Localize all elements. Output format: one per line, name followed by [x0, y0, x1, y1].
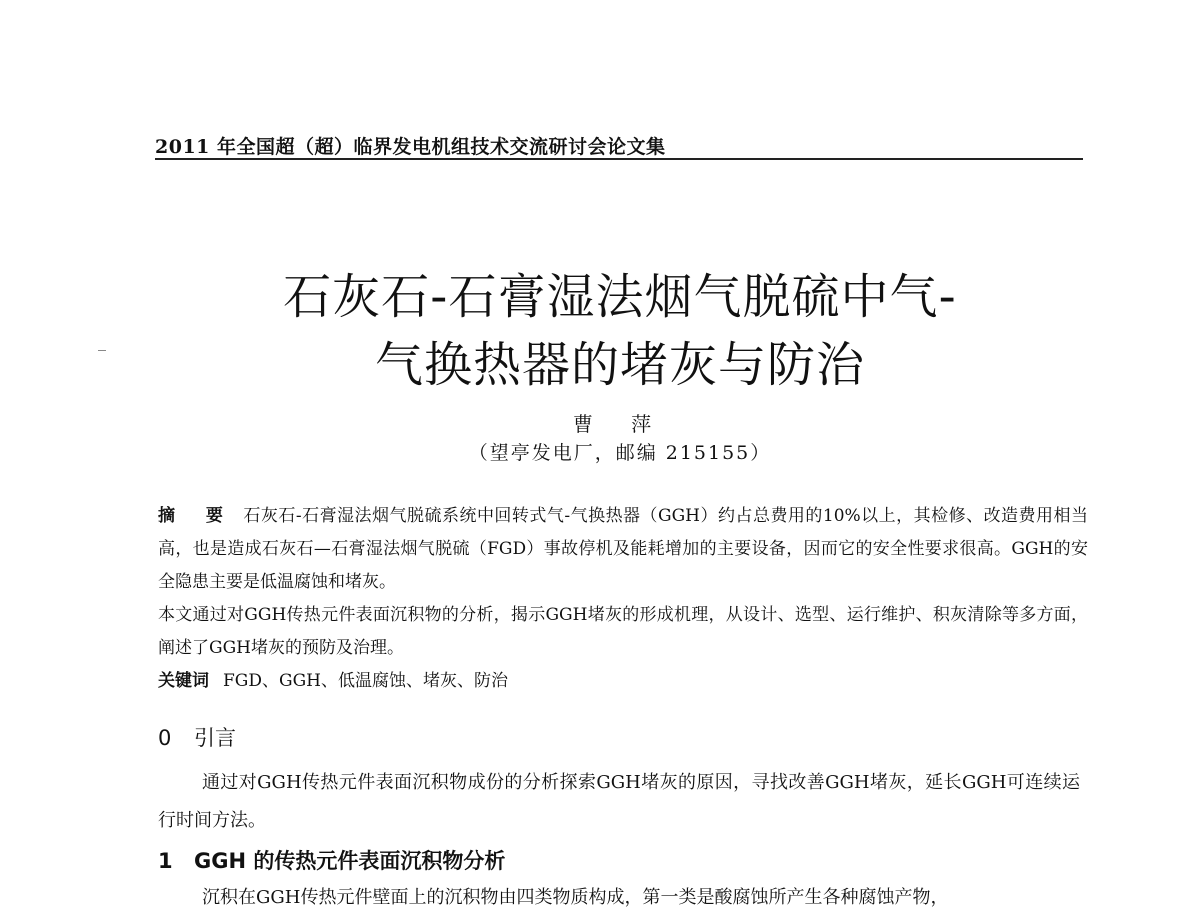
keywords-text: FGD、GGH、低温腐蚀、堵灰、防治 — [223, 671, 508, 691]
abstract-paragraph-1 — [158, 500, 1088, 599]
section-number-0: 0 — [158, 726, 172, 750]
abstract-block — [158, 500, 1088, 698]
section-title-0: 引言 — [194, 726, 236, 750]
section-number-1: 1 — [158, 849, 173, 873]
keywords-label: 关键词 — [158, 671, 209, 691]
abstract-text-2: 本文通过对GGH传热元件表面沉积物的分析，揭示GGH堵灰的形成机理，从设计、选型、运行维护、积灰清除等多方面，阐述了GGH堵灰的预防及治理。 — [158, 605, 1088, 658]
abstract-label: 摘 要 — [158, 506, 236, 526]
author-name: 曹 萍 — [572, 412, 668, 436]
section-body-0 — [158, 764, 1080, 840]
running-header-text: 2011 年全国超（超）临界发电机组技术交流研讨会论文集 — [155, 136, 666, 158]
author-affiliation: （望亭发电厂，邮编 215155） — [468, 442, 772, 464]
abstract-text-1: 石灰石-石膏湿法烟气脱硫系统中回转式气-气换热器（GGH）约占总费用的10%以上，其检修、改造费用相当高，也是造成石灰石—石膏湿法烟气脱硫（FGD）事故停机及能耗增加的主要设备，因而它的安全性要求很高。GGH的安全隐患主要是低温腐蚀和堵灰。 — [158, 506, 1089, 592]
abstract-paragraph-2 — [158, 599, 1088, 665]
section-body-1: 沉积在GGH传热元件壁面上的沉积物由四类物质构成，第一类是酸腐蚀所产生各种腐蚀产物， — [202, 887, 949, 908]
section-heading-0 — [158, 722, 236, 752]
section-body-text-0: 通过对GGH传热元件表面沉积物成份的分析探索GGH堵灰的原因，寻找改善GGH堵灰，延长GGH可连续运行时间方法。 — [158, 772, 1080, 831]
running-header — [155, 128, 1083, 160]
paper-title-line-2: 气换热器的堵灰与防治 — [374, 337, 865, 393]
margin-mark — [98, 350, 106, 351]
section-heading-1 — [158, 845, 505, 875]
keywords-line — [158, 665, 1088, 698]
section-title-1: GGH 的传热元件表面沉积物分析 — [194, 849, 506, 873]
paper-title-line-1: 石灰石-石膏湿法烟气脱硫中气- — [283, 269, 957, 325]
